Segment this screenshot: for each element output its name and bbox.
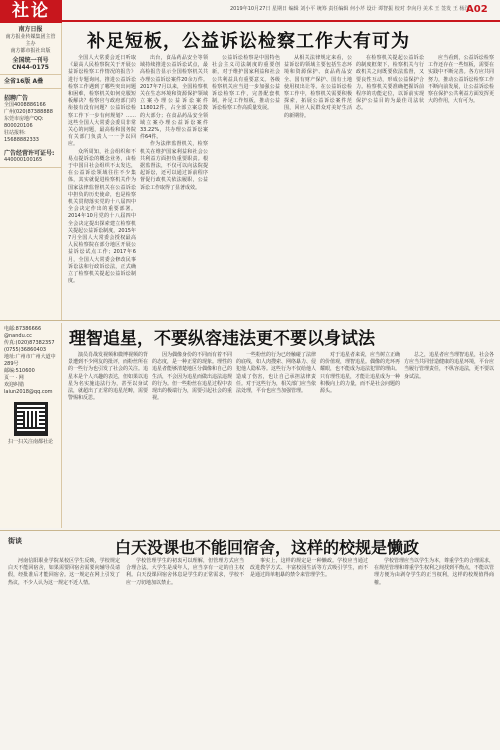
article2-col5 [404, 352, 494, 381]
page-header [0, 0, 500, 23]
ads-line: 全国4008886166 [4, 102, 46, 108]
paragraph: 作为法律监督机关，检察机关在维护国家利益和社会公共利益方面担负重要职责。根据监督法，不仅可以向法院提起诉讼，还可以通过诉前程序督促行政机关依法履职，公益诉讼工作取得了显著成效。 [140, 141, 208, 191]
issue-info: 全省16版 A叠 [0, 75, 61, 89]
paper-line: 南方报业传媒集团主管主办 [5, 34, 56, 47]
article2-col1 [68, 352, 148, 402]
article1-col2 [140, 55, 208, 192]
paragraph: 对于追星者来说，应当树立正确的价值观，理智追星。偶像的光环再耀眼，也不能成为违法犯罪的理由。只有理性追星，才能让追星成为一种积极向上的力量，而不是社会问题的源头。 [320, 352, 401, 395]
contact-line: (0755)36860403 [4, 347, 47, 353]
article3-col1 [8, 558, 120, 587]
article1-col4 [284, 55, 352, 120]
paragraph: 从相关法律规定来看，公益诉讼的领域主要包括生态环境和资源保护、食品药品安全、国有财产保护、国有土地使用权出让等。在公益诉讼检察工作中，检察机关需要积极探索，拓展公益诉讼案件范围，回应人民群众对美好生活的新期待。 [284, 55, 352, 119]
section-tag: 社论 [0, 0, 62, 23]
paragraph: 众所周知，社会组织和不易点提诉讼的概念业务，由检于中国目社会组织不太发达，在公益诉讼领域往往不少集体，其实就促进检察机关作为国家法律监督机关在公益诉讼中担负的历史使命，也是检察机关贯彻落实党的十八届四中全会决定作出的重要部署。2014年10月党的十八届四中全会决定提出探索建立检察机关提起公益诉讼制度，2015年7月全国人大常委会授权最高人民检察院在部分地区开展公益诉讼试点工作；2017年6月，全国人大常委会修改民事诉讼法和行政诉讼法，正式确立了检察机关提起公益诉讼制度。 [68, 148, 136, 285]
paragraph: 学校管理应当以学生为本，尊重学生的合理需求，在规范管理和尊重学生权利之间找到平衡点，不能以管理方便为由剥夺学生的正当权利，这样的校规值得商榷。 [374, 558, 495, 586]
paragraph: 事实上，这样的规定是一种懒政。学校应当通过改进教学方式、丰富校园生活等方式吸引学生，而不是通过简单粗暴的禁令来管理学生。 [250, 558, 368, 579]
contact-line: 页一 · 网 [4, 375, 24, 381]
article3-col3 [250, 558, 368, 580]
qr-caption: 扫一扫关注南都社论 [7, 439, 53, 445]
paragraph: 总之，追星者应当理智追星，社会各方应当共同营造健康的追星环境，平台应当履行管理责任，不纵容违法，更不要以身试法。 [404, 352, 495, 380]
page-number: A02 [466, 4, 488, 15]
article2-title: 理智追星，不要纵容违法更不要以身试法 [69, 329, 375, 349]
paragraph: 一些粉丝的行为已经触碰了法律的底线，如人肉搜索、网络暴力、侵犯他人隐私等。这些行为不仅给他人造成了伤害，也让自己承担法律责任。对于这些行为，相关部门应当依法处理，平台也应当加强管理。 [236, 352, 317, 395]
column-label: 街谈 [8, 537, 22, 545]
ads-line: 800020106 [4, 123, 33, 129]
article1-title: 补足短板，公益诉讼检察工作大有可为 [87, 31, 410, 52]
paragraph: 应当看到，公益诉讼检察工作还存在一些短板，需要在实践中不断完善。各方应共同努力，推动公益诉讼检察工作不断向前发展，让公益诉讼检察在保护公共利益方面发挥更大的作用，大有可为。 [428, 55, 494, 105]
paper-name: 南方日报 [18, 26, 43, 33]
article1-col6 [428, 55, 494, 105]
article2-col2 [152, 352, 232, 402]
contact-line: 邮编:510600 [4, 368, 35, 374]
contact-line: @nandu.cc [4, 333, 32, 339]
ads-line: 15688882333 [4, 137, 39, 143]
header-meta: 2019年10月27日 星期日 编辑 刘小平 统筹 责任编辑 何小芹 设计 谭智振 校对 李向丹 美术 王 签发 王 杨洋 [230, 6, 470, 12]
feedback-email[interactable]: laiun2018@qq.com [4, 389, 53, 395]
sidebar [0, 23, 62, 320]
article1-col3 [212, 55, 280, 113]
header-rule [62, 20, 500, 22]
ads-line: 驻站报料: [4, 130, 26, 136]
contact-line: 地址:广州市广州大道中289号 [4, 354, 56, 367]
paper-line: 南方都市报社出版 [10, 48, 51, 54]
paragraph: 演员肖战发视频和微博视频的背景遭到不少网友的批评，而粉丝所在的一些行为也引发了社会的关注。追星本是个人兴趣的表达，但如果以追星为名实施违法行为，甚至以身试法，就超出了正常的追星范畴，需要警惕和反思。 [68, 352, 149, 402]
paragraph: 全国人大常委会近日听取《最高人民检察院关于开展公益诉讼检察工作情况的报告》进行专题询问。推进公益诉讼检察工作遇到了哪些突出问题和困难，检察机关如何克服短板解决？检察官与政府部门的衔接有没有问题？公益诉讼检察工作下一步有何规划？……这些全国人大常委会委员非常关心的问题，最高检和国务院有关部门负责人一一予以回应。 [68, 55, 136, 148]
paragraph: 在检察机关提起公益诉讼的制度框架下，检察机关与行政机关之间既要依法监督，又要良性互动，形成公益保护合力。检察机关要准确把握诉前程序的功能定位，以诉前实现保护公益目的为最佳司法状态。 [356, 55, 424, 112]
article2-col4 [320, 352, 400, 395]
contact-line: 电邮:87386666 [4, 326, 42, 332]
license-title: 广告经营许可证号: [4, 150, 55, 157]
article3-title: 白天没课也不能回宿舍，这样的校规是懒政 [115, 538, 420, 557]
contact-line: 传真:(020)87382357 [4, 340, 55, 346]
section-divider [0, 320, 500, 321]
article3-col4 [374, 558, 494, 587]
license-number: 440000100165 [4, 157, 43, 163]
cn-number: 全国统一刊号 CN44-0175 [12, 57, 49, 71]
paragraph: 学校管理学生的初衷可以理解，但管理方式应当合理合法。大学生是成年人，应当享有一定的自主权利。白天没课回宿舍休息是学生的正常需求，学校不应一刀切地加以禁止。 [126, 558, 244, 586]
ads-title: 招聘广告 [4, 95, 29, 102]
article3-col2 [126, 558, 244, 587]
feedback-title: 欢迎纠错 [4, 382, 25, 388]
sidebar-contacts [0, 323, 62, 528]
paragraph: 河南信阳职业学院某校区学生反映，学校规定白天不能回宿舍，如果需要回宿舍需要向辅导员请假，经批准后才能回宿舍。这一规定在网上引发了热议，不少人认为这一规定不近人情。 [8, 558, 120, 586]
paragraph: 公益诉讼检察是中国特色社会主义司法制度的重要创新，对于维护国家利益和社会公共利益具有重要意义。各级检察机关应当进一步加强公益诉讼检察工作，完善配套机制，补足工作短板，推动公益诉讼检察工作高质量发展。 [212, 55, 280, 112]
section-divider [0, 530, 500, 531]
qr-code-icon[interactable] [14, 402, 48, 436]
paragraph: 出台，食品药品安全等领域持续推进公益诉讼试点，最高检报告显示全国检察机关共办理公益诉讼案件20余万件。2017年7月以来，全国检察机关在生态环境和资源保护领域立案办理公益诉讼案件118012件，占全部立案总数的大部分；在食品药品安全领域立案办理公益诉讼案件33.22%，共办理公益诉讼案件64件。 [140, 55, 208, 141]
article1-col1 [68, 55, 136, 286]
ads-line: 广州(020)87388888 [4, 109, 53, 115]
paragraph: 因为偶像身份的不同而有着不同的态度，是一种正常的现象。理性的追星者能够清楚地区分偶像和自己的生活，不会因为追星而做出违法违规的行为。但一些粉丝在追星过程中表现出的极端行为，需要引起社会的重视。 [152, 352, 233, 402]
article1-col5 [356, 55, 424, 113]
ads-line: 东莞市房地产QQ: [4, 116, 44, 122]
article2-col3 [236, 352, 316, 395]
